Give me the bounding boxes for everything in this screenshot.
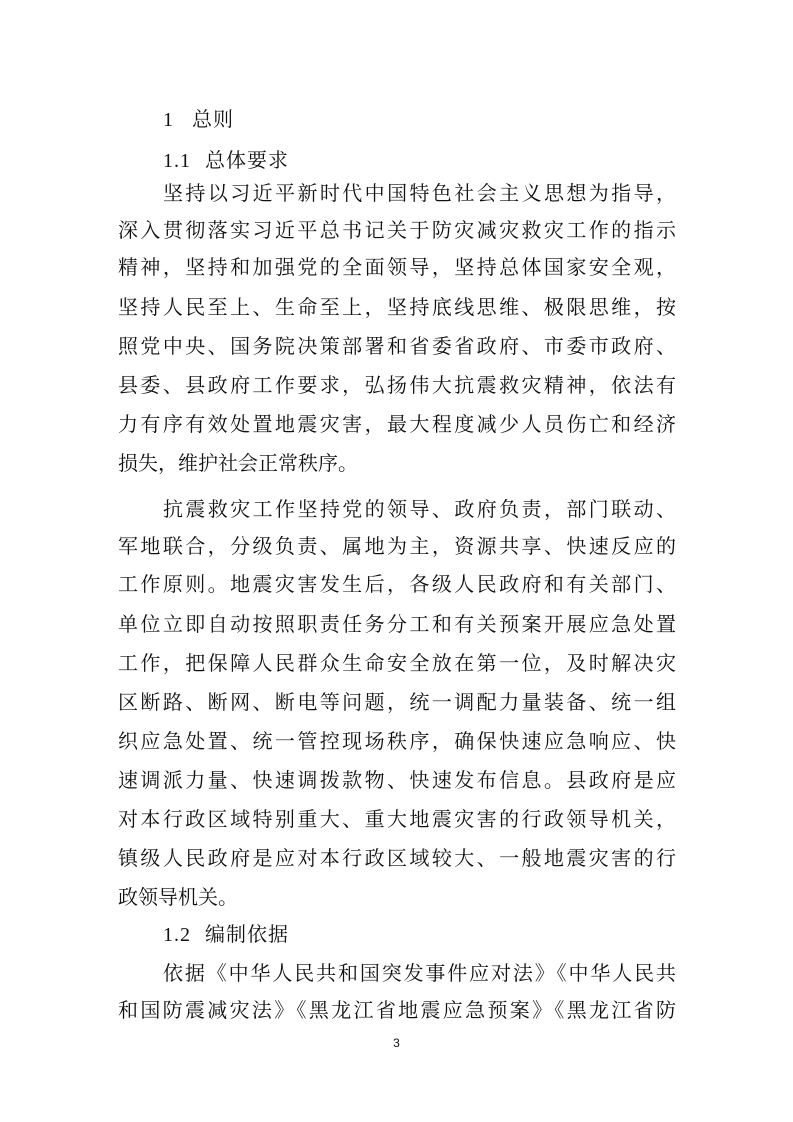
paragraph-line: 深入贯彻落实习近平总书记关于防灾减灾救灾工作的指示 xyxy=(118,218,676,242)
paragraph-line: 精神，坚持和加强党的全面领导，坚持总体国家安全观， xyxy=(118,255,676,279)
subsection-title: 总体要求 xyxy=(205,148,289,172)
paragraph-line: 速调派力量、快速调拨款物、快速发布信息。县政府是应 xyxy=(118,768,676,792)
paragraph-line: 县委、县政府工作要求，弘扬伟大抗震救灾精神，依法有 xyxy=(118,373,676,397)
paragraph-line: 工作原则。地震灾害发生后，各级人民政府和有关部门、 xyxy=(118,572,676,596)
paragraph-line: 力有序有效处置地震灾害，最大程度减少人员伤亡和经济 xyxy=(118,412,676,436)
paragraph-line: 抗震救灾工作坚持党的领导、政府负责，部门联动、 xyxy=(163,497,676,521)
paragraph-line: 织应急处置、统一管控现场秩序，确保快速应急响应、快 xyxy=(118,729,676,753)
subsection-heading-1-2 xyxy=(163,919,289,950)
paragraph-line: 工作，把保障人民群众生命安全放在第一位，及时解决灾 xyxy=(118,651,676,675)
subsection-number: 1.1 xyxy=(163,150,191,172)
paragraph-line: 和国防震减灾法》《黑龙江省地震应急预案》《黑龙江省防 xyxy=(118,998,676,1022)
section-number: 1 xyxy=(163,109,174,131)
section-title: 总则 xyxy=(192,107,234,131)
paragraph-line: 军地联合，分级负责、属地为主，资源共享、快速反应的 xyxy=(118,534,676,558)
paragraph-line-last: 政领导机关。 xyxy=(118,885,238,909)
page-number: 3 xyxy=(393,1036,400,1050)
paragraph-line: 照党中央、国务院决策部署和省委省政府、市委市政府、 xyxy=(118,334,676,358)
paragraph-line: 镇级人民政府是应对本行政区域较大、一般地震灾害的行 xyxy=(118,846,676,870)
subsection-heading-1-1 xyxy=(163,145,289,176)
paragraph-line: 对本行政区域特别重大、重大地震灾害的行政领导机关， xyxy=(118,807,676,831)
paragraph-line-last: 损失，维护社会正常秩序。 xyxy=(118,451,358,475)
paragraph-line: 单位立即自动按照职责任务分工和有关预案开展应急处置 xyxy=(118,612,676,636)
paragraph-line: 坚持以习近平新时代中国特色社会主义思想为指导， xyxy=(163,181,676,205)
paragraph-line: 区断路、断网、断电等问题，统一调配力量装备、统一组 xyxy=(118,690,676,714)
section-heading xyxy=(163,104,234,135)
paragraph-line: 依据《中华人民共和国突发事件应对法》《中华人民共 xyxy=(163,961,676,985)
paragraph-line: 坚持人民至上、生命至上，坚持底线思维、极限思维，按 xyxy=(118,295,676,319)
subsection-number: 1.2 xyxy=(163,924,191,946)
subsection-title: 编制依据 xyxy=(205,922,289,946)
